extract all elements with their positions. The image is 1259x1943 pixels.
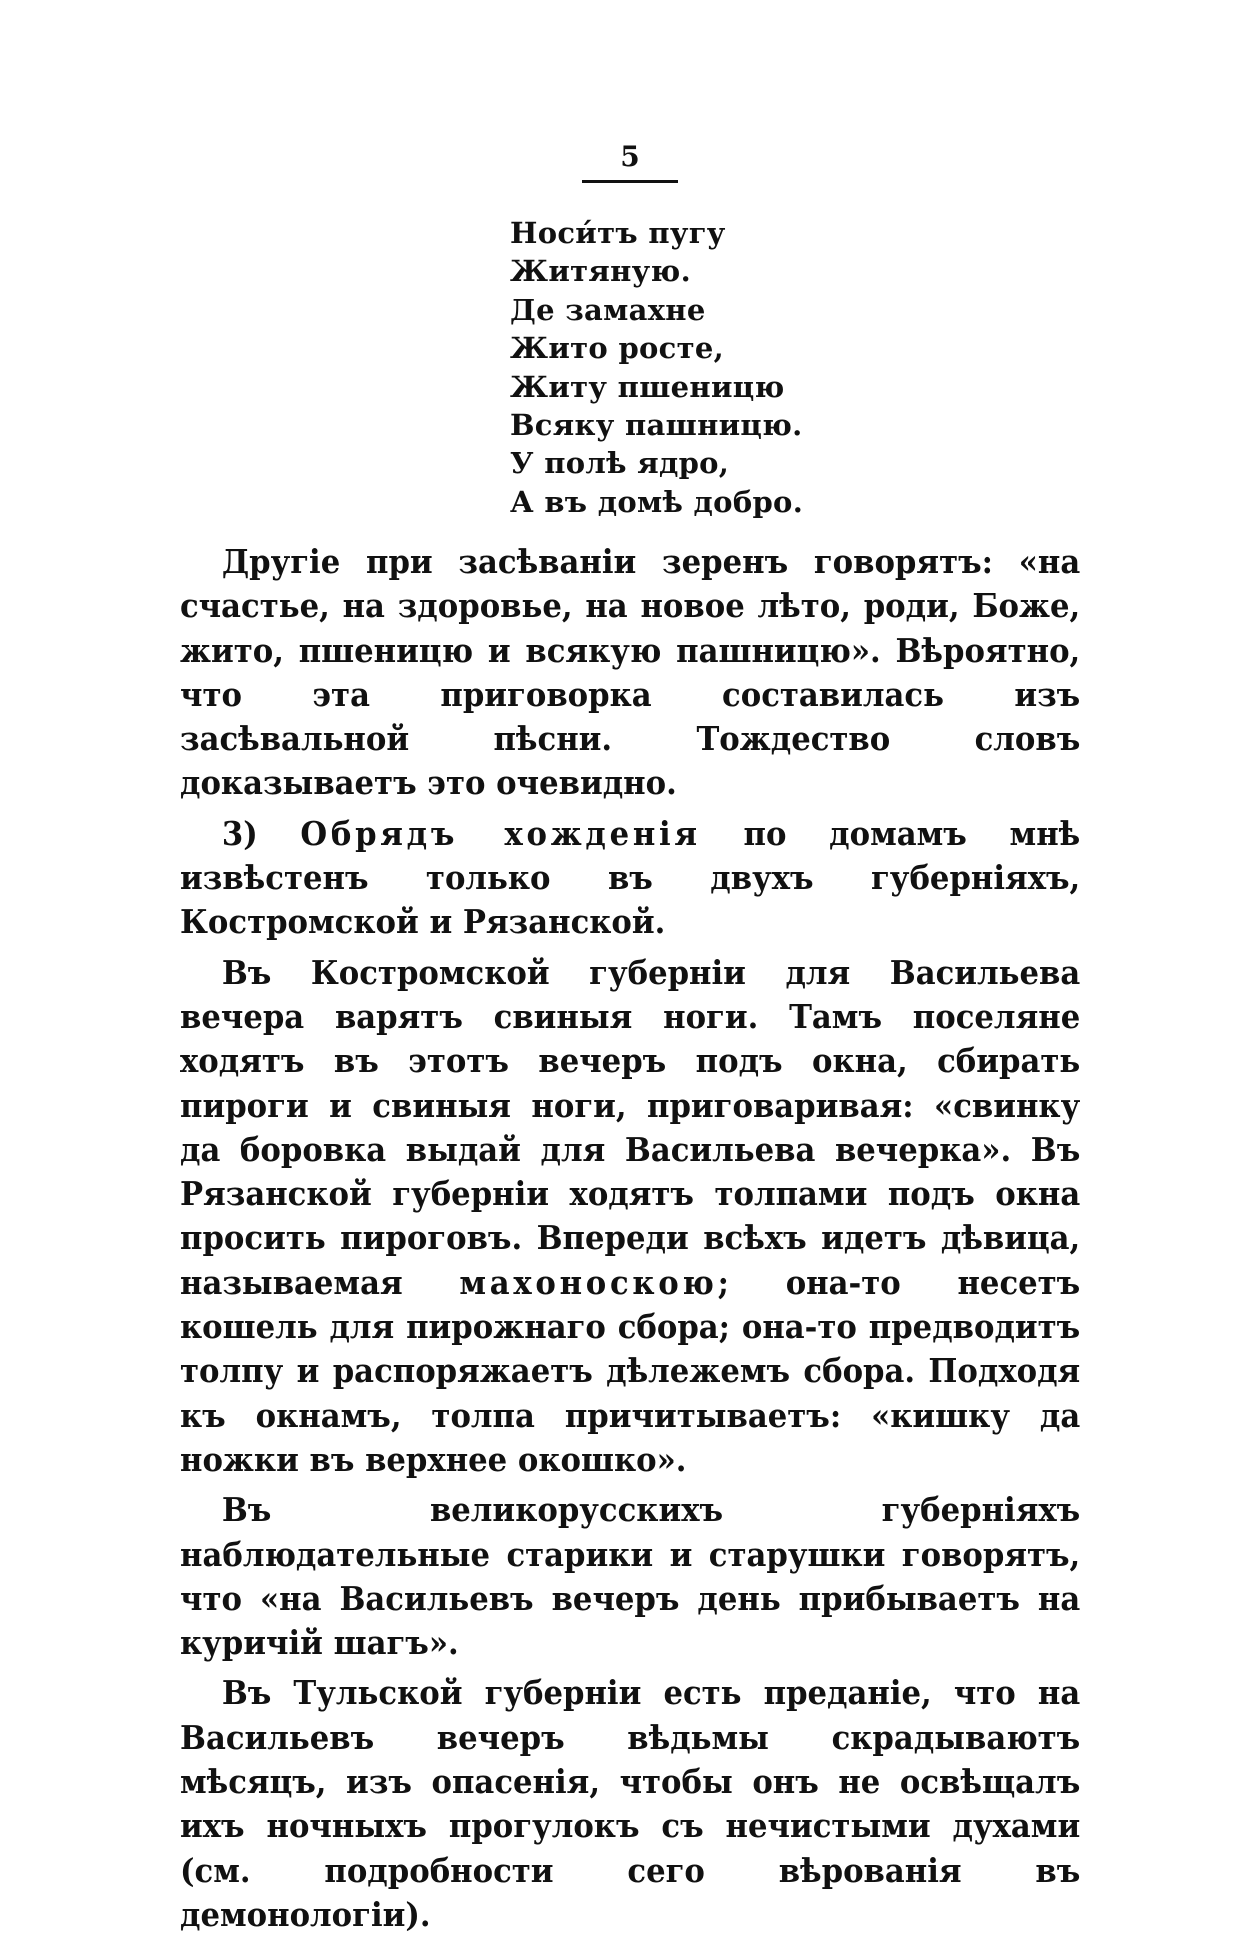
- paragraph-tail: ; она-то несетъ кошель для пирожнаго сбора; она-то предводитъ толпу и распоряжаетъ дѣлежемъ сбора. Подходя къ окнамъ, толпа причитываетъ: «кишку да ножки въ верхнее окошко».: [180, 1262, 1081, 1479]
- verse-line: А въ домѣ добро.: [510, 484, 804, 519]
- paragraph: [180, 812, 1080, 945]
- paragraph-lead: 3): [221, 813, 301, 853]
- page-number: 5: [620, 140, 640, 173]
- page-number-rule: [582, 180, 678, 183]
- paragraph: [180, 951, 1080, 1483]
- body-text: [180, 540, 1081, 1943]
- verse-block: [510, 214, 1030, 521]
- verse-line: Всяку пашницю.: [510, 408, 803, 443]
- paragraph-text: Въ великорусскихъ губерніяхъ наблюдательные старики и старушки говорятъ, что «на Васильевъ вечеръ день прибываетъ на куричій шагъ».: [180, 1490, 1081, 1663]
- paragraph-text: по домамъ мнѣ извѣстенъ только въ двухъ губерніяхъ, Костромской и Рязанской.: [180, 813, 1081, 942]
- paragraph: [180, 1488, 1080, 1665]
- paragraph: [180, 540, 1080, 806]
- verse-line: Житу пшеницю: [510, 369, 785, 404]
- verse-line: Де замахне: [510, 292, 706, 327]
- emphasized-term: махоноскою: [459, 1262, 718, 1302]
- paragraph-text: Въ Тульской губерніи есть преданіе, что на Васильевъ вечеръ вѣдьмы скрадываютъ мѣсяцъ, изъ опасенія, чтобы онъ не освѣщалъ ихъ ночныхъ прогулокъ съ нечистыми духами (см. подробности сего вѣрованія въ демонологіи).: [180, 1673, 1081, 1934]
- paragraph: [180, 1671, 1080, 1937]
- paragraph-text: Другіе при засѣваніи зеренъ говорятъ: «на счастье, на здоровье, на новое лѣто, роди, Боже, жито, пшеницю и всякую пашницю». Вѣроятно, что эта приговорка составилась изъ засѣвальной пѣсни. Тождество словъ доказываетъ это очевидно.: [180, 542, 1081, 803]
- verse-line: Жито росте,: [510, 331, 725, 366]
- emphasized-term: Обрядъ хожденія: [300, 813, 701, 853]
- verse-line: У полѣ ядро,: [510, 446, 730, 481]
- verse-line: Носи́тъ пугу: [510, 216, 726, 250]
- paragraph-text: Въ Костромской губерніи для Васильева вечера варятъ свиныя ноги. Тамъ поселяне ходятъ въ этотъ вечеръ подъ окна, сбирать пироги и свиныя ноги, приговаривая: «свинку да боровка выдай для Васильева вечерка». Въ Рязанской губерніи ходятъ толпами подъ окна просить пироговъ. Впереди всѣхъ идетъ дѣвица, называемая: [180, 952, 1081, 1302]
- verse-line: Житяную.: [510, 254, 691, 289]
